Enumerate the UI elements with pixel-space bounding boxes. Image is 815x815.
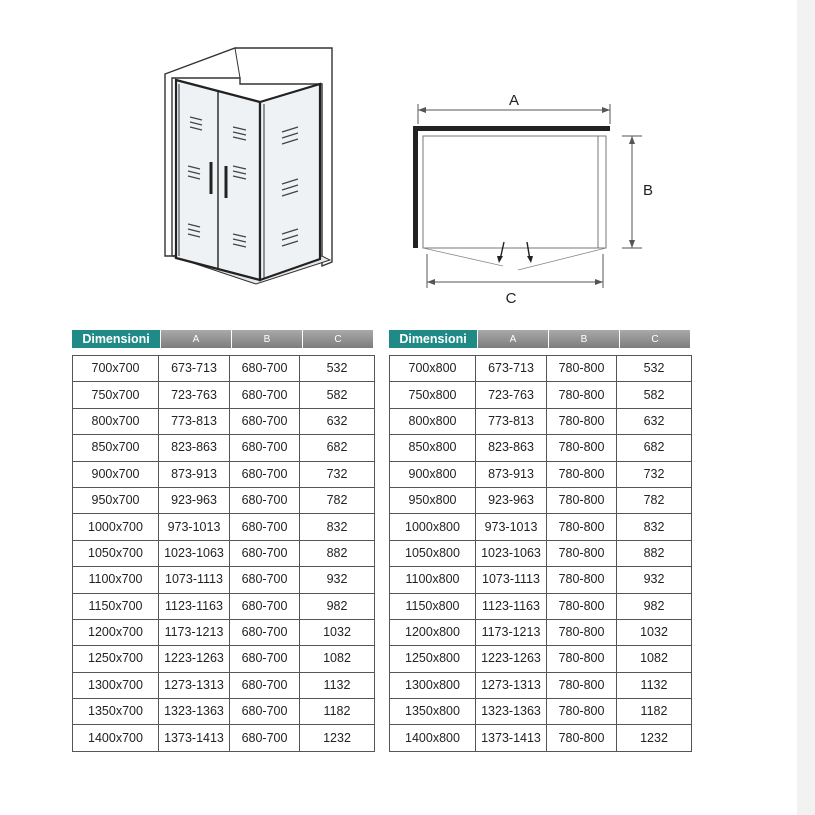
size-cell: 1100x800 — [390, 567, 476, 593]
a-cell: 1223-1263 — [159, 646, 230, 672]
table-row — [390, 461, 692, 487]
a-cell: 823-863 — [476, 435, 547, 461]
a-cell: 673-713 — [476, 356, 547, 382]
a-cell: 973-1013 — [476, 514, 547, 540]
header-b: B — [231, 330, 302, 348]
c-cell: 932 — [617, 567, 692, 593]
table-800-header — [389, 330, 690, 348]
size-cell: 750x800 — [390, 382, 476, 408]
c-cell: 1232 — [300, 725, 375, 751]
c-cell: 832 — [300, 514, 375, 540]
a-cell: 873-913 — [159, 461, 230, 487]
size-cell: 950x700 — [73, 487, 159, 513]
c-cell: 1032 — [617, 619, 692, 645]
b-cell: 780-800 — [547, 461, 617, 487]
a-cell: 1023-1063 — [476, 540, 547, 566]
b-cell: 680-700 — [230, 408, 300, 434]
b-cell: 780-800 — [547, 725, 617, 751]
c-cell: 1032 — [300, 619, 375, 645]
table-row — [73, 487, 375, 513]
size-cell: 1350x700 — [73, 699, 159, 725]
c-cell: 682 — [300, 435, 375, 461]
b-cell: 780-800 — [547, 567, 617, 593]
b-cell: 680-700 — [230, 461, 300, 487]
c-cell: 882 — [300, 540, 375, 566]
b-cell: 780-800 — [547, 514, 617, 540]
c-cell: 832 — [617, 514, 692, 540]
c-cell: 532 — [617, 356, 692, 382]
table-row — [390, 408, 692, 434]
b-cell: 780-800 — [547, 435, 617, 461]
table-row — [390, 593, 692, 619]
size-cell: 1300x700 — [73, 672, 159, 698]
b-cell: 780-800 — [547, 382, 617, 408]
a-cell: 1273-1313 — [159, 672, 230, 698]
table-row — [73, 461, 375, 487]
size-cell: 1350x800 — [390, 699, 476, 725]
header-c: C — [619, 330, 690, 348]
c-cell: 1182 — [617, 699, 692, 725]
b-cell: 680-700 — [230, 593, 300, 619]
c-cell: 1182 — [300, 699, 375, 725]
b-cell: 780-800 — [547, 408, 617, 434]
size-cell: 1250x800 — [390, 646, 476, 672]
a-cell: 1073-1113 — [476, 567, 547, 593]
a-cell: 673-713 — [159, 356, 230, 382]
a-cell: 773-813 — [159, 408, 230, 434]
size-cell: 1400x700 — [73, 725, 159, 751]
table-row — [73, 593, 375, 619]
table-row — [73, 514, 375, 540]
table-row — [390, 619, 692, 645]
dimensions-table-800 — [389, 355, 692, 752]
size-cell: 900x800 — [390, 461, 476, 487]
size-cell: 1200x800 — [390, 619, 476, 645]
a-cell: 1023-1063 — [159, 540, 230, 566]
table-row — [73, 646, 375, 672]
c-cell: 632 — [300, 408, 375, 434]
c-cell: 1132 — [617, 672, 692, 698]
c-cell: 782 — [300, 487, 375, 513]
header-dimensioni: Dimensioni — [72, 330, 160, 348]
b-cell: 680-700 — [230, 672, 300, 698]
b-cell: 780-800 — [547, 699, 617, 725]
a-cell: 873-913 — [476, 461, 547, 487]
a-cell: 1323-1363 — [476, 699, 547, 725]
c-cell: 532 — [300, 356, 375, 382]
size-cell: 900x700 — [73, 461, 159, 487]
a-cell: 1373-1413 — [159, 725, 230, 751]
size-cell: 1000x700 — [73, 514, 159, 540]
size-cell: 1300x800 — [390, 672, 476, 698]
table-row — [390, 487, 692, 513]
a-cell: 923-963 — [159, 487, 230, 513]
table-row — [390, 646, 692, 672]
size-cell: 1150x800 — [390, 593, 476, 619]
c-cell: 582 — [617, 382, 692, 408]
b-cell: 680-700 — [230, 646, 300, 672]
c-cell: 582 — [300, 382, 375, 408]
table-row — [73, 725, 375, 751]
size-cell: 1000x800 — [390, 514, 476, 540]
table-row — [390, 725, 692, 751]
table-row — [390, 514, 692, 540]
a-cell: 1273-1313 — [476, 672, 547, 698]
table-row — [73, 408, 375, 434]
table-700-header — [72, 330, 373, 348]
c-cell: 782 — [617, 487, 692, 513]
c-cell: 732 — [617, 461, 692, 487]
dimension-label-b: B — [642, 182, 654, 199]
c-cell: 982 — [300, 593, 375, 619]
table-row — [73, 382, 375, 408]
table-row — [390, 435, 692, 461]
dimension-label-c: C — [505, 290, 517, 307]
b-cell: 780-800 — [547, 540, 617, 566]
size-cell: 800x800 — [390, 408, 476, 434]
b-cell: 780-800 — [547, 619, 617, 645]
table-row — [390, 672, 692, 698]
b-cell: 680-700 — [230, 356, 300, 382]
c-cell: 1232 — [617, 725, 692, 751]
a-cell: 923-963 — [476, 487, 547, 513]
table-row — [390, 699, 692, 725]
size-cell: 1050x800 — [390, 540, 476, 566]
size-cell: 1250x700 — [73, 646, 159, 672]
size-cell: 950x800 — [390, 487, 476, 513]
size-cell: 700x700 — [73, 356, 159, 382]
size-cell: 850x700 — [73, 435, 159, 461]
a-cell: 723-763 — [476, 382, 547, 408]
plan-view-diagram — [400, 90, 660, 305]
table-row — [73, 356, 375, 382]
b-cell: 680-700 — [230, 487, 300, 513]
a-cell: 1173-1213 — [159, 619, 230, 645]
header-b: B — [548, 330, 619, 348]
b-cell: 780-800 — [547, 672, 617, 698]
table-row — [73, 672, 375, 698]
size-cell: 850x800 — [390, 435, 476, 461]
b-cell: 680-700 — [230, 514, 300, 540]
a-cell: 723-763 — [159, 382, 230, 408]
b-cell: 680-700 — [230, 435, 300, 461]
size-cell: 750x700 — [73, 382, 159, 408]
a-cell: 773-813 — [476, 408, 547, 434]
table-row — [73, 567, 375, 593]
size-cell: 1100x700 — [73, 567, 159, 593]
a-cell: 1123-1163 — [159, 593, 230, 619]
b-cell: 680-700 — [230, 619, 300, 645]
shower-enclosure-illustration — [160, 44, 340, 289]
c-cell: 632 — [617, 408, 692, 434]
size-cell: 800x700 — [73, 408, 159, 434]
table-row — [73, 435, 375, 461]
a-cell: 973-1013 — [159, 514, 230, 540]
table-row — [390, 382, 692, 408]
table-row — [73, 699, 375, 725]
table-row — [390, 540, 692, 566]
c-cell: 882 — [617, 540, 692, 566]
header-dimensioni: Dimensioni — [389, 330, 477, 348]
c-cell: 932 — [300, 567, 375, 593]
c-cell: 732 — [300, 461, 375, 487]
a-cell: 1123-1163 — [476, 593, 547, 619]
b-cell: 780-800 — [547, 356, 617, 382]
size-cell: 700x800 — [390, 356, 476, 382]
size-cell: 1400x800 — [390, 725, 476, 751]
table-row — [390, 356, 692, 382]
table-row — [390, 567, 692, 593]
header-c: C — [302, 330, 373, 348]
size-cell: 1050x700 — [73, 540, 159, 566]
a-cell: 1173-1213 — [476, 619, 547, 645]
table-row — [73, 540, 375, 566]
a-cell: 1223-1263 — [476, 646, 547, 672]
dimensions-table-700 — [72, 355, 375, 752]
c-cell: 982 — [617, 593, 692, 619]
c-cell: 1082 — [617, 646, 692, 672]
b-cell: 780-800 — [547, 487, 617, 513]
size-cell: 1150x700 — [73, 593, 159, 619]
c-cell: 1082 — [300, 646, 375, 672]
c-cell: 1132 — [300, 672, 375, 698]
a-cell: 1373-1413 — [476, 725, 547, 751]
b-cell: 780-800 — [547, 646, 617, 672]
b-cell: 680-700 — [230, 699, 300, 725]
size-cell: 1200x700 — [73, 619, 159, 645]
b-cell: 780-800 — [547, 593, 617, 619]
header-a: A — [160, 330, 231, 348]
a-cell: 1323-1363 — [159, 699, 230, 725]
c-cell: 682 — [617, 435, 692, 461]
header-a: A — [477, 330, 548, 348]
table-row — [73, 619, 375, 645]
b-cell: 680-700 — [230, 382, 300, 408]
b-cell: 680-700 — [230, 540, 300, 566]
a-cell: 823-863 — [159, 435, 230, 461]
page-edge-strip — [797, 0, 815, 815]
a-cell: 1073-1113 — [159, 567, 230, 593]
b-cell: 680-700 — [230, 725, 300, 751]
b-cell: 680-700 — [230, 567, 300, 593]
dimension-label-a: A — [508, 92, 520, 109]
